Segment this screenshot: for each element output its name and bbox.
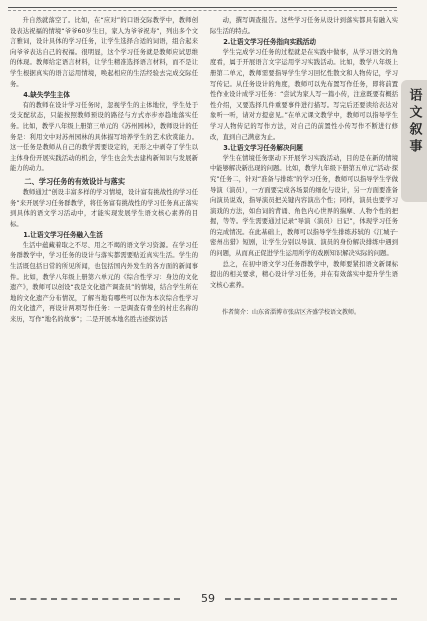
footer-dashes-left — [10, 598, 180, 600]
right-column — [210, 16, 398, 318]
left-column — [10, 16, 198, 326]
subsection-heading: 1.让语文学习任务融入生活 — [23, 231, 103, 240]
paragraph: 学生完成学习任务的过程就是在实践中做事，从学习语文的角度看，属于开展语言文字运用学习实践活动。比如，教学八年级上册第二单元，教师需要指导学生学习回忆性散文和人物传记，学习写传记。从任务设计的角度，教师可以先布置写作任务，即将前置性作业设计成学习任务：“尝试为家人写一篇小传，注意既要有概括性介绍，又要选择几件重要事件进行描写。写完后还要读给表达对象听一听，请对方提意见。”在单元课文教学中，教师可以指导学生学习人物传记的写作方法，对自己的前置性小传写作不断进行修改，直到自己满意为止。 — [210, 48, 398, 141]
paragraph: 教师通过“创设丰富多样的学习情境，设计富有挑战性的学习任务”来开展学习任务群教学，将任务富有挑战性的学习任务真正落实到具体的语文学习活动中，才能实现发展学生语文核心素养的目标。 — [10, 188, 198, 228]
section-tab-label: 语文叙事 — [406, 88, 422, 156]
paragraph: 学生在情境任务驱动下开展学习实践活动，目的是在新的情境中能够解决新出现的问题。比如，教学九年级下册第五单元“活动·探究”任务二，针对“准备与排练”的学习任务，教师可以指导学生学做导演（演员），一方面要完成各场景的细化与设计，另一方面要准备向演员说戏，指导演员把关键内容演出个性；同样，演员也要学习演戏的方法，如台词的背诵、角色内心世界的揣摩、人物个性的把握，等等。学生需要通过记录“导演（演员）日记”，体现学习任务的完成情况。在此基础上，教师可以指导学生排练苏轼的《江城子·密州出猎》短剧，让学生分别以导演、演员的身份解决排练中遇到的问题，从而真正促进学生运用所学的戏剧知识解决实际的问题。 — [210, 154, 398, 258]
paragraph: 总之，在初中语文学习任务群教学中，教师要紧扣语文新课标提出的相关要求，精心设计学习任务，并在有效落实中提升学生语文核心素养。 — [210, 260, 398, 289]
subsection-heading: 2.让语文学习任务指向实践活动 — [223, 38, 316, 47]
section-tab — [401, 80, 427, 202]
subsection-heading: 3.让语文学习任务解决问题 — [223, 144, 303, 153]
header-rule — [8, 7, 397, 8]
paragraph: 动，撰写调查报告。这些学习任务从设计到落实都具有融入实际生活的特点。 — [210, 17, 398, 35]
author-note: 作者简介：山东省淄博市张店区齐盛学校语文教师。 — [222, 309, 361, 317]
paragraph: 有的教师在设计学习任务时，忽视学生的主体地位，学生处于受支配状态，只能按照教师预设的路径与方式亦步亦趋地落实任务。比如，教学八年级上册第三单元的《苏州园林》，教师设计的任务是：利用文中对苏州园林的具体描写培养学生的艺术欣赏能力。这一任务是教师从自己的教学需要设定的，无形之中剥夺了学生以主体身份开展实践活动的机会，学生也会失去建构新知识与发展新能力的动力。 — [10, 101, 198, 173]
paragraph: 生活中蕴藏着取之不尽、用之不竭的语文学习资源。在学习任务群教学中，学习任务的设计与落实都需要贴近真实生活。学生的生活既包括日常的所见所闻，也包括国内外发生的各方面的新闻事件。比如，教学八年级上册第六单元的《综合性学习：身边的文化遗产》，教师可以创设“我是文化遗产调查员”的情境，结合学生所在地的文化遗产分布情况，了解当地有哪些可以作为本次综合性学习的文化遗产，再设计两项写作任务：一是调查有骨坐的村庄名称的来历，写作“地名的故事”；二是开展本地名胜古迹探访活 — [10, 241, 198, 324]
page-number: 59 — [201, 592, 215, 605]
paragraph: 升自然就落空了。比如，在“应对”的口语交际教学中，教师创设表达祝福的情境“爷爷60岁生日，家人为爷爷祝寿”，列出多个文言雅词，设计具体的学习任务，让学生选择合适的词语，组合起来向爷爷表达自己的祝福。很明显，这个学习任务就是教师应试思维的体现。教师给定语言材料，让学生精准选择语言材料，而不是让学生根据真实的语言运用情境，唤起相应的生活经验去完成交际任务。 — [10, 17, 198, 88]
subsection-heading: 4.缺失学生主体 — [23, 91, 70, 100]
footer-dashes-right — [225, 598, 397, 600]
section-heading: 二、学习任务的有效设计与落实 — [24, 176, 126, 186]
footer-bar — [10, 592, 397, 604]
